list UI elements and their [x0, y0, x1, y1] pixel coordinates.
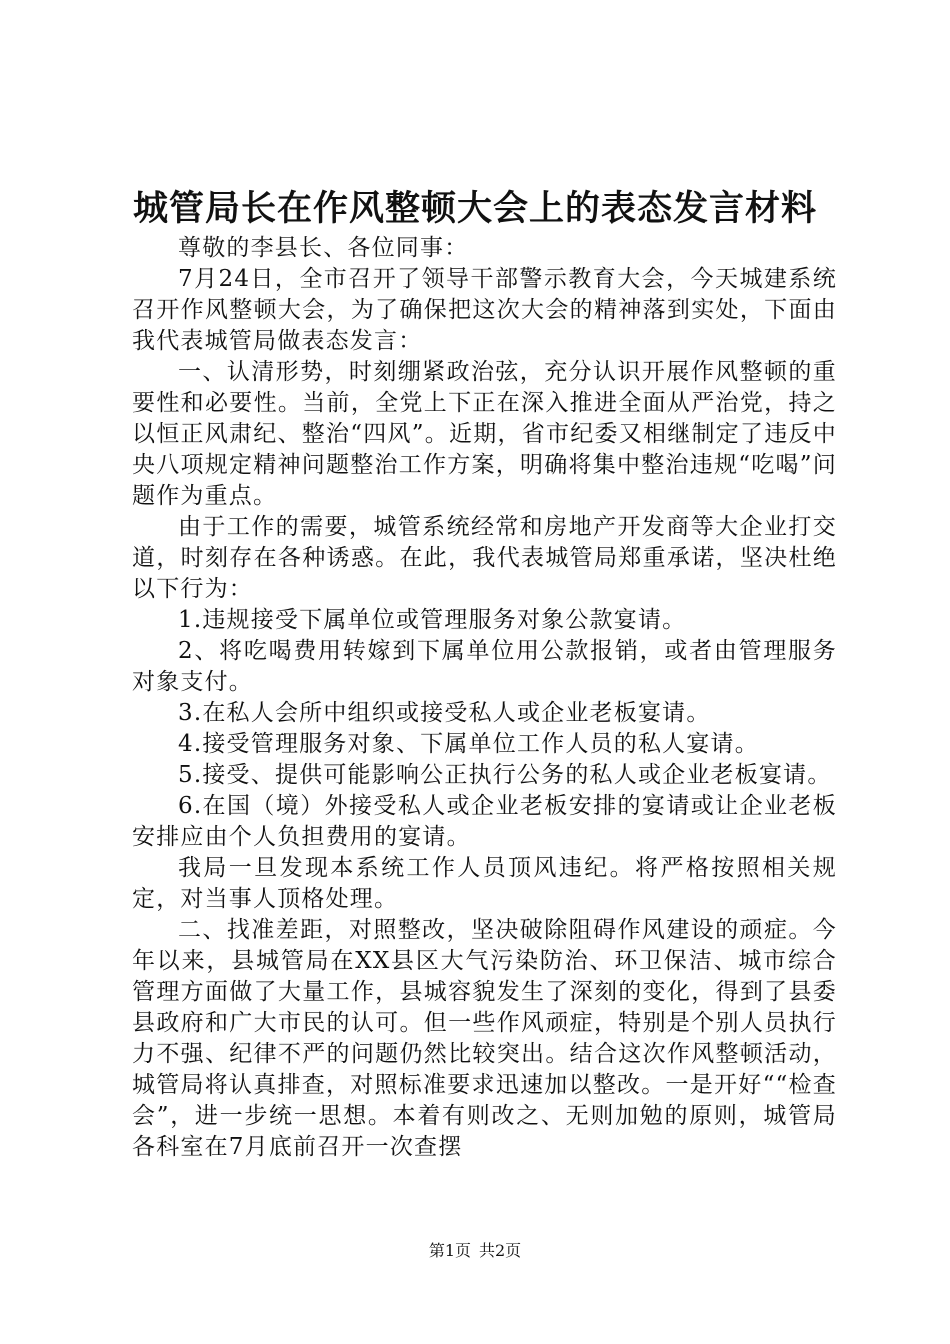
list-item: 4.接受管理服务对象、下属单位工作人员的私人宴请。 — [178, 731, 759, 757]
page-number: 第1页 — [428, 1241, 471, 1260]
paragraph: 7月24日，全市召开了领导干部警示教育大会，今天城建系统召开作风整顿大会，为了确保把这次大会的精神落到实处，下面由我代表城管局做表态发言： — [132, 266, 837, 354]
document-body — [132, 233, 837, 1163]
document-title: 城管局长在作风整顿大会上的表态发言材料 — [132, 188, 817, 229]
paragraph: 由于工作的需要，城管系统经常和房地产开发商等大企业打交道，时刻存在各种诱惑。在此，我代表城管局郑重承诺，坚决杜绝以下行为： — [132, 514, 837, 602]
paragraph: 我局一旦发现本系统工作人员顶风违纪。将严格按照相关规定，对当事人顶格处理。 — [132, 855, 837, 912]
page-footer — [0, 1240, 950, 1262]
list-item: 3.在私人会所中组织或接受私人或企业老板宴请。 — [178, 700, 711, 726]
list-item: 5.接受、提供可能影响公正执行公务的私人或企业老板宴请。 — [178, 762, 832, 788]
salutation: 尊敬的李县长、各位同事： — [178, 235, 469, 261]
list-item: 1.违规接受下属单位或管理服务对象公款宴请。 — [178, 607, 687, 633]
list-item: 2、将吃喝费用转嫁到下属单位用公款报销，或者由管理服务对象支付。 — [132, 638, 837, 695]
paragraph: 一、认清形势，时刻绷紧政治弦，充分认识开展作风整顿的重要性和必要性。当前，全党上下正在深入推进全面从严治党，持之以恒正风肃纪、整治“四风”。近期，省市纪委又相继制定了违反中央八项规定精神问题整治工作方案，明确将集中整治违规“吃喝”问题作为重点。 — [132, 359, 837, 509]
page-total: 共2页 — [479, 1241, 522, 1260]
paragraph: 二、找准差距，对照整改，坚决破除阻碍作风建设的顽症。今年以来，县城管局在XX县区大气污染防治、环卫保洁、城市综合管理方面做了大量工作，县城容貌发生了深刻的变化，得到了县委县政府和广大市民的认可。但一些作风顽症，特别是个别人员执行力不强、纪律不严的问题仍然比较突出。结合这次作风整顿活动，城管局将认真排查，对照标准要求迅速加以整改。一是开好““检查会”，进一步统一思想。本着有则改之、无则加勉的原则，城管局各科室在7月底前召开一次查摆 — [132, 917, 837, 1160]
list-item: 6.在国（境）外接受私人或企业老板安排的宴请或让企业老板安排应由个人负担费用的宴请。 — [132, 793, 837, 850]
